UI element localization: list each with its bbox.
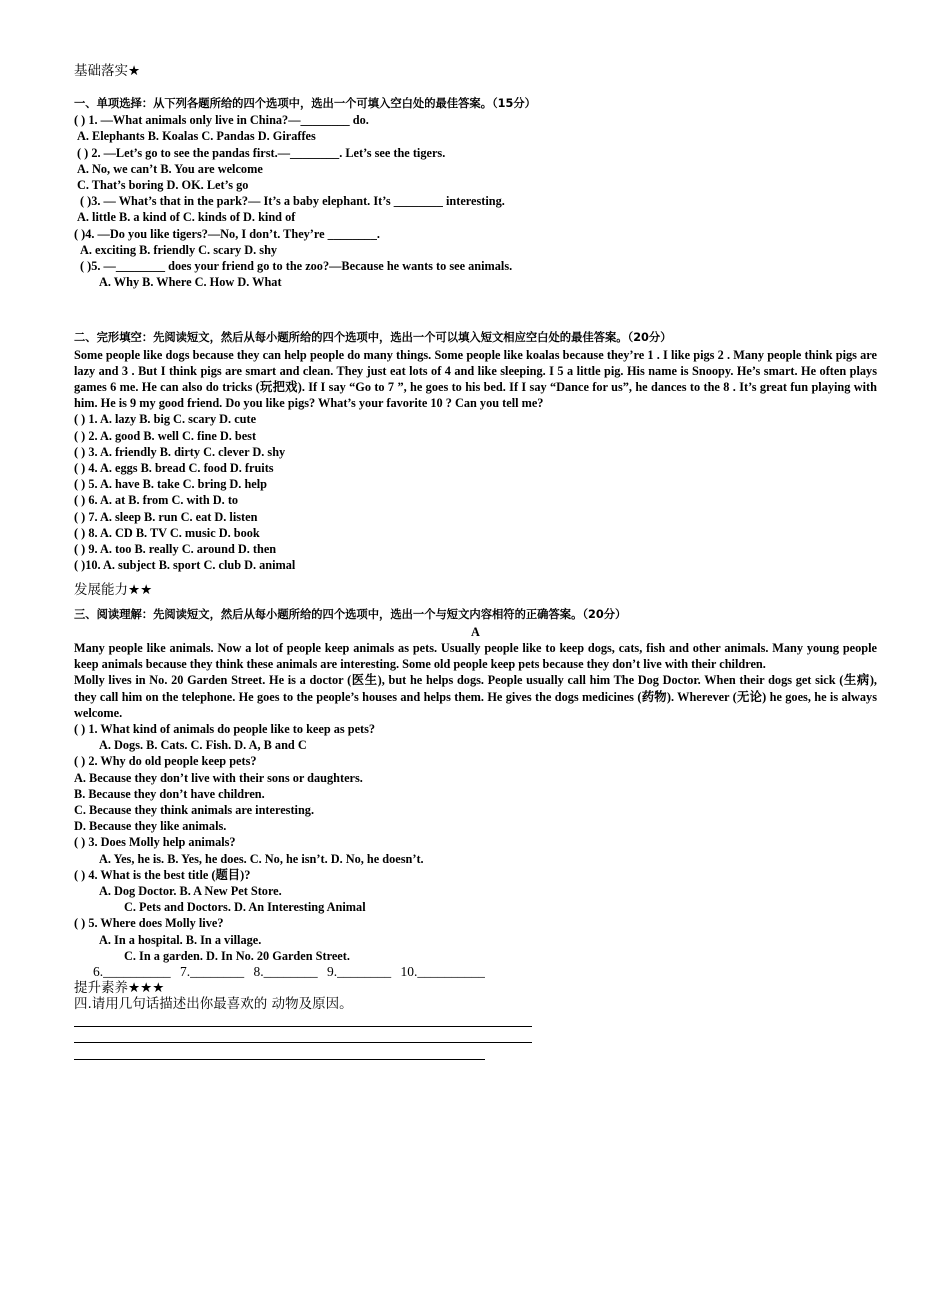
q4-options: A. exciting B. friendly C. scary D. shy [80, 242, 278, 257]
section-header-develop: 发展能力★★ [74, 582, 153, 599]
cloze-option-8: ( ) 8. A. CD B. TV C. music D. book [74, 525, 260, 540]
rq2: ( ) 2. Why do old people keep pets? [74, 754, 257, 769]
q5-options: A. Why B. Where C. How D. What [99, 275, 282, 290]
rq1: ( ) 1. What kind of animals do people like to keep as pets? [74, 721, 376, 736]
cloze-option-5: ( ) 5. A. have B. take C. bring D. help [74, 477, 268, 492]
rq4: ( ) 4. What is the best title (题目)? [74, 867, 251, 882]
writing-line-3[interactable] [74, 1059, 485, 1060]
section-header-basic: 基础落实★ [74, 63, 141, 79]
q1-line: ( ) 1. —What animals only live in China?—________ do. [74, 113, 369, 128]
reading-paragraph-2: Molly lives in No. 20 Garden Street. He is a doctor (医生), but he helps dogs. People usually call him The Dog Doctor. When their dogs get sick (生病), they call him on the telephone. He goes to the people’s houses and helps them. He gives the dogs medicines (药物). Wherever (无论) he goes, he is always welcome. [74, 673, 877, 720]
q3-options: A. little B. a kind of C. kinds of D. kind of [77, 210, 296, 225]
part3-title: 三、阅读理解：先阅读短文，然后从每小题所给的四个选项中，选出一个与短文内容相符的正确答案。（20分） [74, 608, 627, 622]
cloze-passage: Some people like dogs because they can help people do many things. Some people like koalas because they’re 1 . I like pigs 2 . Many people think pigs are lazy and 3 . But I think pigs are smart and clean. They just eat lots of 4 and like sleeping. I 5 a little pig. His name is Snoopy. He’s smart. He often plays games 6 me. He can also do tricks (玩把戏). If I say “Go to 7 ”, he goes to his bed. If I say “Dance for us”, he dances to the 8 . It’s great fun playing with him. He is 9 my good friend. Do you like pigs? What’s your favorite 10 ? Can you tell me? [74, 347, 877, 411]
rq2-option-a: A. Because they don’t live with their sons or daughters. [74, 770, 363, 785]
part1-title: 一、单项选择：从下列各题所给的四个选项中，选出一个可填入空白处的最佳答案。（15分） [74, 97, 536, 110]
answer-blank-9[interactable]: 9.________ [327, 963, 392, 979]
rq2-option-b: B. Because they don’t have children. [74, 786, 265, 801]
section-header-improve: 提升素养★★★ [74, 979, 165, 996]
q2-line: ( ) 2. —Let’s go to see the pandas first.—________. Let’s see the tigers. [77, 145, 446, 160]
cloze-option-7: ( ) 7. A. sleep B. run C. eat D. listen [74, 509, 258, 524]
q4-line: ( )4. —Do you like tigers?—No, I don’t. They’re ________. [74, 226, 380, 241]
rq4-options-ab: A. Dog Doctor. B. A New Pet Store. [99, 883, 282, 898]
part4-title: 四.请用几句话描述出你最喜欢的 动物及原因。 [74, 995, 353, 1012]
answer-blanks-row [74, 964, 877, 980]
passage-label: A [471, 624, 480, 639]
rq5: ( ) 5. Where does Molly live? [74, 916, 224, 931]
rq5-options-ab: A. In a hospital. B. In a village. [99, 932, 262, 947]
q1-options: A. Elephants B. Koalas C. Pandas D. Giraffes [77, 129, 316, 144]
cloze-option-1: ( ) 1. A. lazy B. big C. scary D. cute [74, 412, 257, 427]
answer-blank-10[interactable]: 10.__________ [400, 963, 485, 979]
cloze-option-4: ( ) 4. A. eggs B. bread C. food D. fruits [74, 461, 274, 476]
part2-title: 二、完形填空：先阅读短文，然后从每小题所给的四个选项中，选出一个可以填入短文相应空白处的最佳答案。（20分） [74, 331, 672, 345]
q2-options-cd: C. That’s boring D. OK. Let’s go [77, 178, 249, 193]
rq2-option-d: D. Because they like animals. [74, 819, 227, 834]
rq1-options: A. Dogs. B. Cats. C. Fish. D. A, B and C [99, 738, 307, 753]
rq2-option-c: C. Because they think animals are interesting. [74, 802, 315, 817]
worksheet-page [74, 62, 877, 1060]
answer-blank-6[interactable]: 6.__________ [93, 963, 171, 979]
reading-paragraph-1: Many people like animals. Now a lot of people keep animals as pets. Usually people like to keep dogs, cats, fish and other animals. Many young people keep animals because they think these animals are interesting. Some old people keep pets because they don’t live with their children. [74, 640, 877, 672]
cloze-option-9: ( ) 9. A. too B. really C. around D. then [74, 542, 277, 557]
rq3-options: A. Yes, he is. B. Yes, he does. C. No, he isn’t. D. No, he doesn’t. [99, 851, 424, 866]
rq4-options-cd: C. Pets and Doctors. D. An Interesting Animal [124, 900, 366, 915]
cloze-option-3: ( ) 3. A. friendly B. dirty C. clever D. shy [74, 444, 286, 459]
cloze-option-6: ( ) 6. A. at B. from C. with D. to [74, 493, 239, 508]
q2-options-ab: A. No, we can’t B. You are welcome [77, 161, 263, 176]
q3-line: ( )3. — What’s that in the park?— It’s a baby elephant. It’s ________ interesting. [80, 194, 505, 209]
answer-blank-7[interactable]: 7.________ [180, 963, 245, 979]
q5-line: ( )5. —________ does your friend go to the zoo?—Because he wants to see animals. [80, 259, 513, 274]
cloze-option-10: ( )10. A. subject B. sport C. club D. animal [74, 558, 296, 573]
cloze-option-2: ( ) 2. A. good B. well C. fine D. best [74, 428, 257, 443]
rq5-options-cd: C. In a garden. D. In No. 20 Garden Street. [124, 948, 350, 963]
answer-blank-8[interactable]: 8.________ [253, 963, 318, 979]
rq3: ( ) 3. Does Molly help animals? [74, 835, 236, 850]
